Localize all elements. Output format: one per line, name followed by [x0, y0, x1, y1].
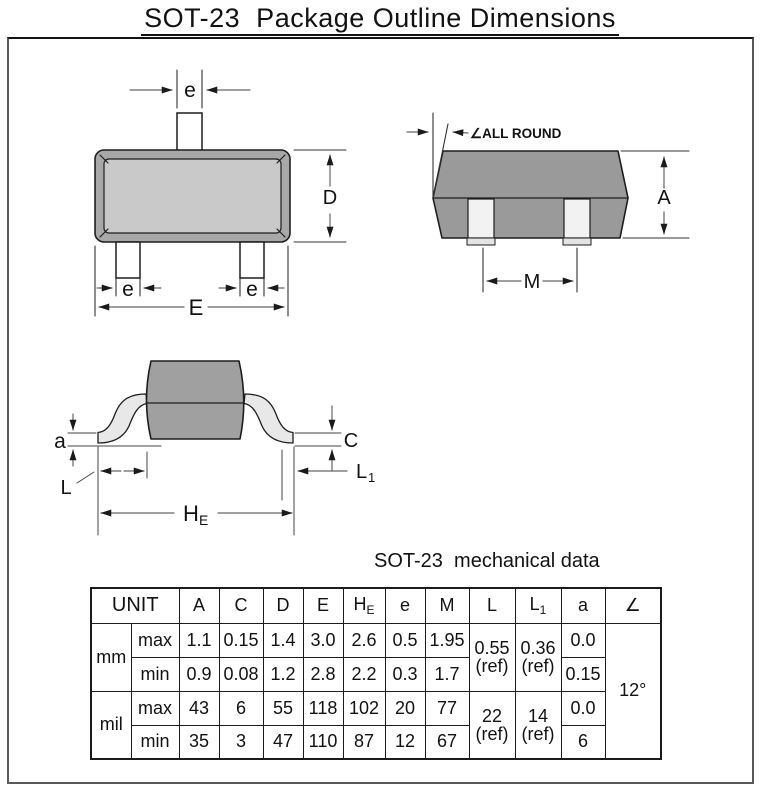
cell-mil-max-E: 118	[303, 691, 343, 725]
cell-mil-L1-ref: 14 (ref)	[515, 691, 561, 759]
cell-mm-min-e: 0.3	[385, 657, 425, 691]
header-col-L: L	[469, 588, 515, 623]
header-col-e: e	[385, 588, 425, 623]
cell-mm-min-E: 2.8	[303, 657, 343, 691]
cell-mm-max-HE: 2.6	[343, 623, 385, 657]
cell-mm-min-a: 0.15	[561, 657, 605, 691]
header-unit: UNIT	[91, 588, 179, 623]
dim-label-e-top: e	[184, 79, 196, 102]
cell-mm-max-D: 1.4	[263, 623, 303, 657]
header-col-C: C	[219, 588, 263, 623]
cell-mil-max-A: 43	[179, 691, 219, 725]
cell-mil-L-ref: 22 (ref)	[469, 691, 515, 759]
cell-mil-max-e: 20	[385, 691, 425, 725]
cell-mil-min-e: 12	[385, 725, 425, 759]
header-col-HE: $H_E$	[343, 588, 385, 623]
cell-mm-min-HE: 2.2	[343, 657, 385, 691]
cell-mil-min-C: 3	[219, 725, 263, 759]
header-col-E: E	[303, 588, 343, 623]
table-row-mm-max	[91, 623, 661, 657]
cell-mil-min-A: 35	[179, 725, 219, 759]
cell-mm-L-ref: 0.55 (ref)	[469, 623, 515, 691]
cell-mil-min-E: 110	[303, 725, 343, 759]
cell-mm-min-C: 0.08	[219, 657, 263, 691]
cell-angle-value: 12°	[605, 623, 661, 759]
cell-mil-max-C: 6	[219, 691, 263, 725]
table-title: SOT-23 mechanical data	[374, 550, 600, 572]
dim-label-he-main: H	[183, 501, 199, 526]
page-title: SOT-23 Package Outline Dimensions	[0, 3, 760, 34]
dim-label-e-left: e	[122, 278, 134, 301]
table-header-row	[91, 588, 661, 623]
dim-label-l1-sub: 1	[368, 470, 376, 485]
cell-mil-max-a: 0.0	[561, 691, 605, 725]
table-row-mil-min	[91, 725, 661, 759]
unit-mm: mm	[91, 623, 131, 691]
mechanical-data-table	[90, 587, 662, 760]
dim-label-a-standoff: a	[54, 430, 66, 453]
cell-mm-min-A: 0.9	[179, 657, 219, 691]
header-col-M: M	[425, 588, 469, 623]
cell-mil-min-a: 6	[561, 725, 605, 759]
mil-max-label: max	[131, 691, 179, 725]
dim-label-l: L	[60, 477, 72, 499]
cell-mm-max-C: 0.15	[219, 623, 263, 657]
dim-label-a-height: A	[657, 187, 671, 209]
mil-min-label: min	[131, 725, 179, 759]
cell-mil-min-D: 47	[263, 725, 303, 759]
cell-mil-max-M: 77	[425, 691, 469, 725]
header-col-A: A	[179, 588, 219, 623]
header-col-D: D	[263, 588, 303, 623]
dim-label-he-sub: E	[199, 512, 209, 528]
all-round-label: ∠ALL ROUND	[470, 126, 562, 141]
header-col-L1: $L_1$	[515, 588, 561, 623]
dim-label-d: D	[322, 187, 338, 209]
table-row-mil-max	[91, 691, 661, 725]
cell-mm-min-M: 1.7	[425, 657, 469, 691]
dim-label-e-right: e	[246, 278, 258, 301]
dim-label-c: C	[343, 430, 359, 452]
table-row-mm-min	[91, 657, 661, 691]
cell-mm-max-a: 0.0	[561, 623, 605, 657]
cell-mm-L1-ref: 0.36 (ref)	[515, 623, 561, 691]
cell-mil-max-D: 55	[263, 691, 303, 725]
cell-mm-max-e: 0.5	[385, 623, 425, 657]
mm-min-label: min	[131, 657, 179, 691]
mm-max-label: max	[131, 623, 179, 657]
header-col-a: a	[561, 588, 605, 623]
cell-mm-min-D: 1.2	[263, 657, 303, 691]
cell-mil-max-HE: 102	[343, 691, 385, 725]
cell-mm-max-A: 1.1	[179, 623, 219, 657]
dim-label-l1-main: L	[356, 461, 368, 483]
unit-mil: mil	[91, 691, 131, 759]
cell-mil-min-HE: 87	[343, 725, 385, 759]
dim-label-m: M	[523, 271, 541, 293]
cell-mil-min-M: 67	[425, 725, 469, 759]
header-col-angle: ∠	[605, 588, 661, 623]
dim-label-e-total: E	[188, 295, 204, 320]
cell-mm-max-E: 3.0	[303, 623, 343, 657]
cell-mm-max-M: 1.95	[425, 623, 469, 657]
